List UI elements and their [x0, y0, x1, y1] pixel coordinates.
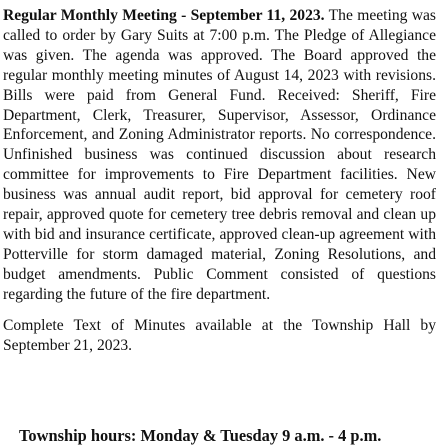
meeting-minutes-notice: [3, 6, 436, 355]
paragraph-spacer: [3, 305, 436, 316]
meeting-heading: Regular Monthly Meeting - September 11, 2023.: [3, 7, 325, 24]
township-hours: Township hours: Monday & Tuesday 9 a.m. - 4 p.m.: [19, 426, 382, 445]
minutes-body: The meeting was called to order by Gary Suits at 7:00 p.m. The Pledge of Allegiance was given. The agenda was approved. The Board approved the regular monthly meeting minutes of August 14, 2023 with revisions. Bills were paid from General Fund. Received: Sheriff, Fire Department, Clerk, Treasurer, Supervisor, Assessor, Ordinance Enforcement, and Zoning Administrator reports. No correspondence. Unfinished business was continued discussion about research committee for improvements to Fire Department facilities. New business was annual audit report, bid approval for cemetery roof repair, approved quote for cemetery tree debris removal and clean up with bid and insurance certificate, approved clean-up agreement with Potterville for storm damaged material, Zoning Resolutions, and budget amendments. Public Comment consisted of questions regarding the future of the fire department.: [3, 7, 437, 303]
availability-paragraph: Complete Text of Minutes available at the Township Hall by September 21, 2023.: [3, 316, 436, 354]
minutes-paragraph: [3, 6, 436, 305]
